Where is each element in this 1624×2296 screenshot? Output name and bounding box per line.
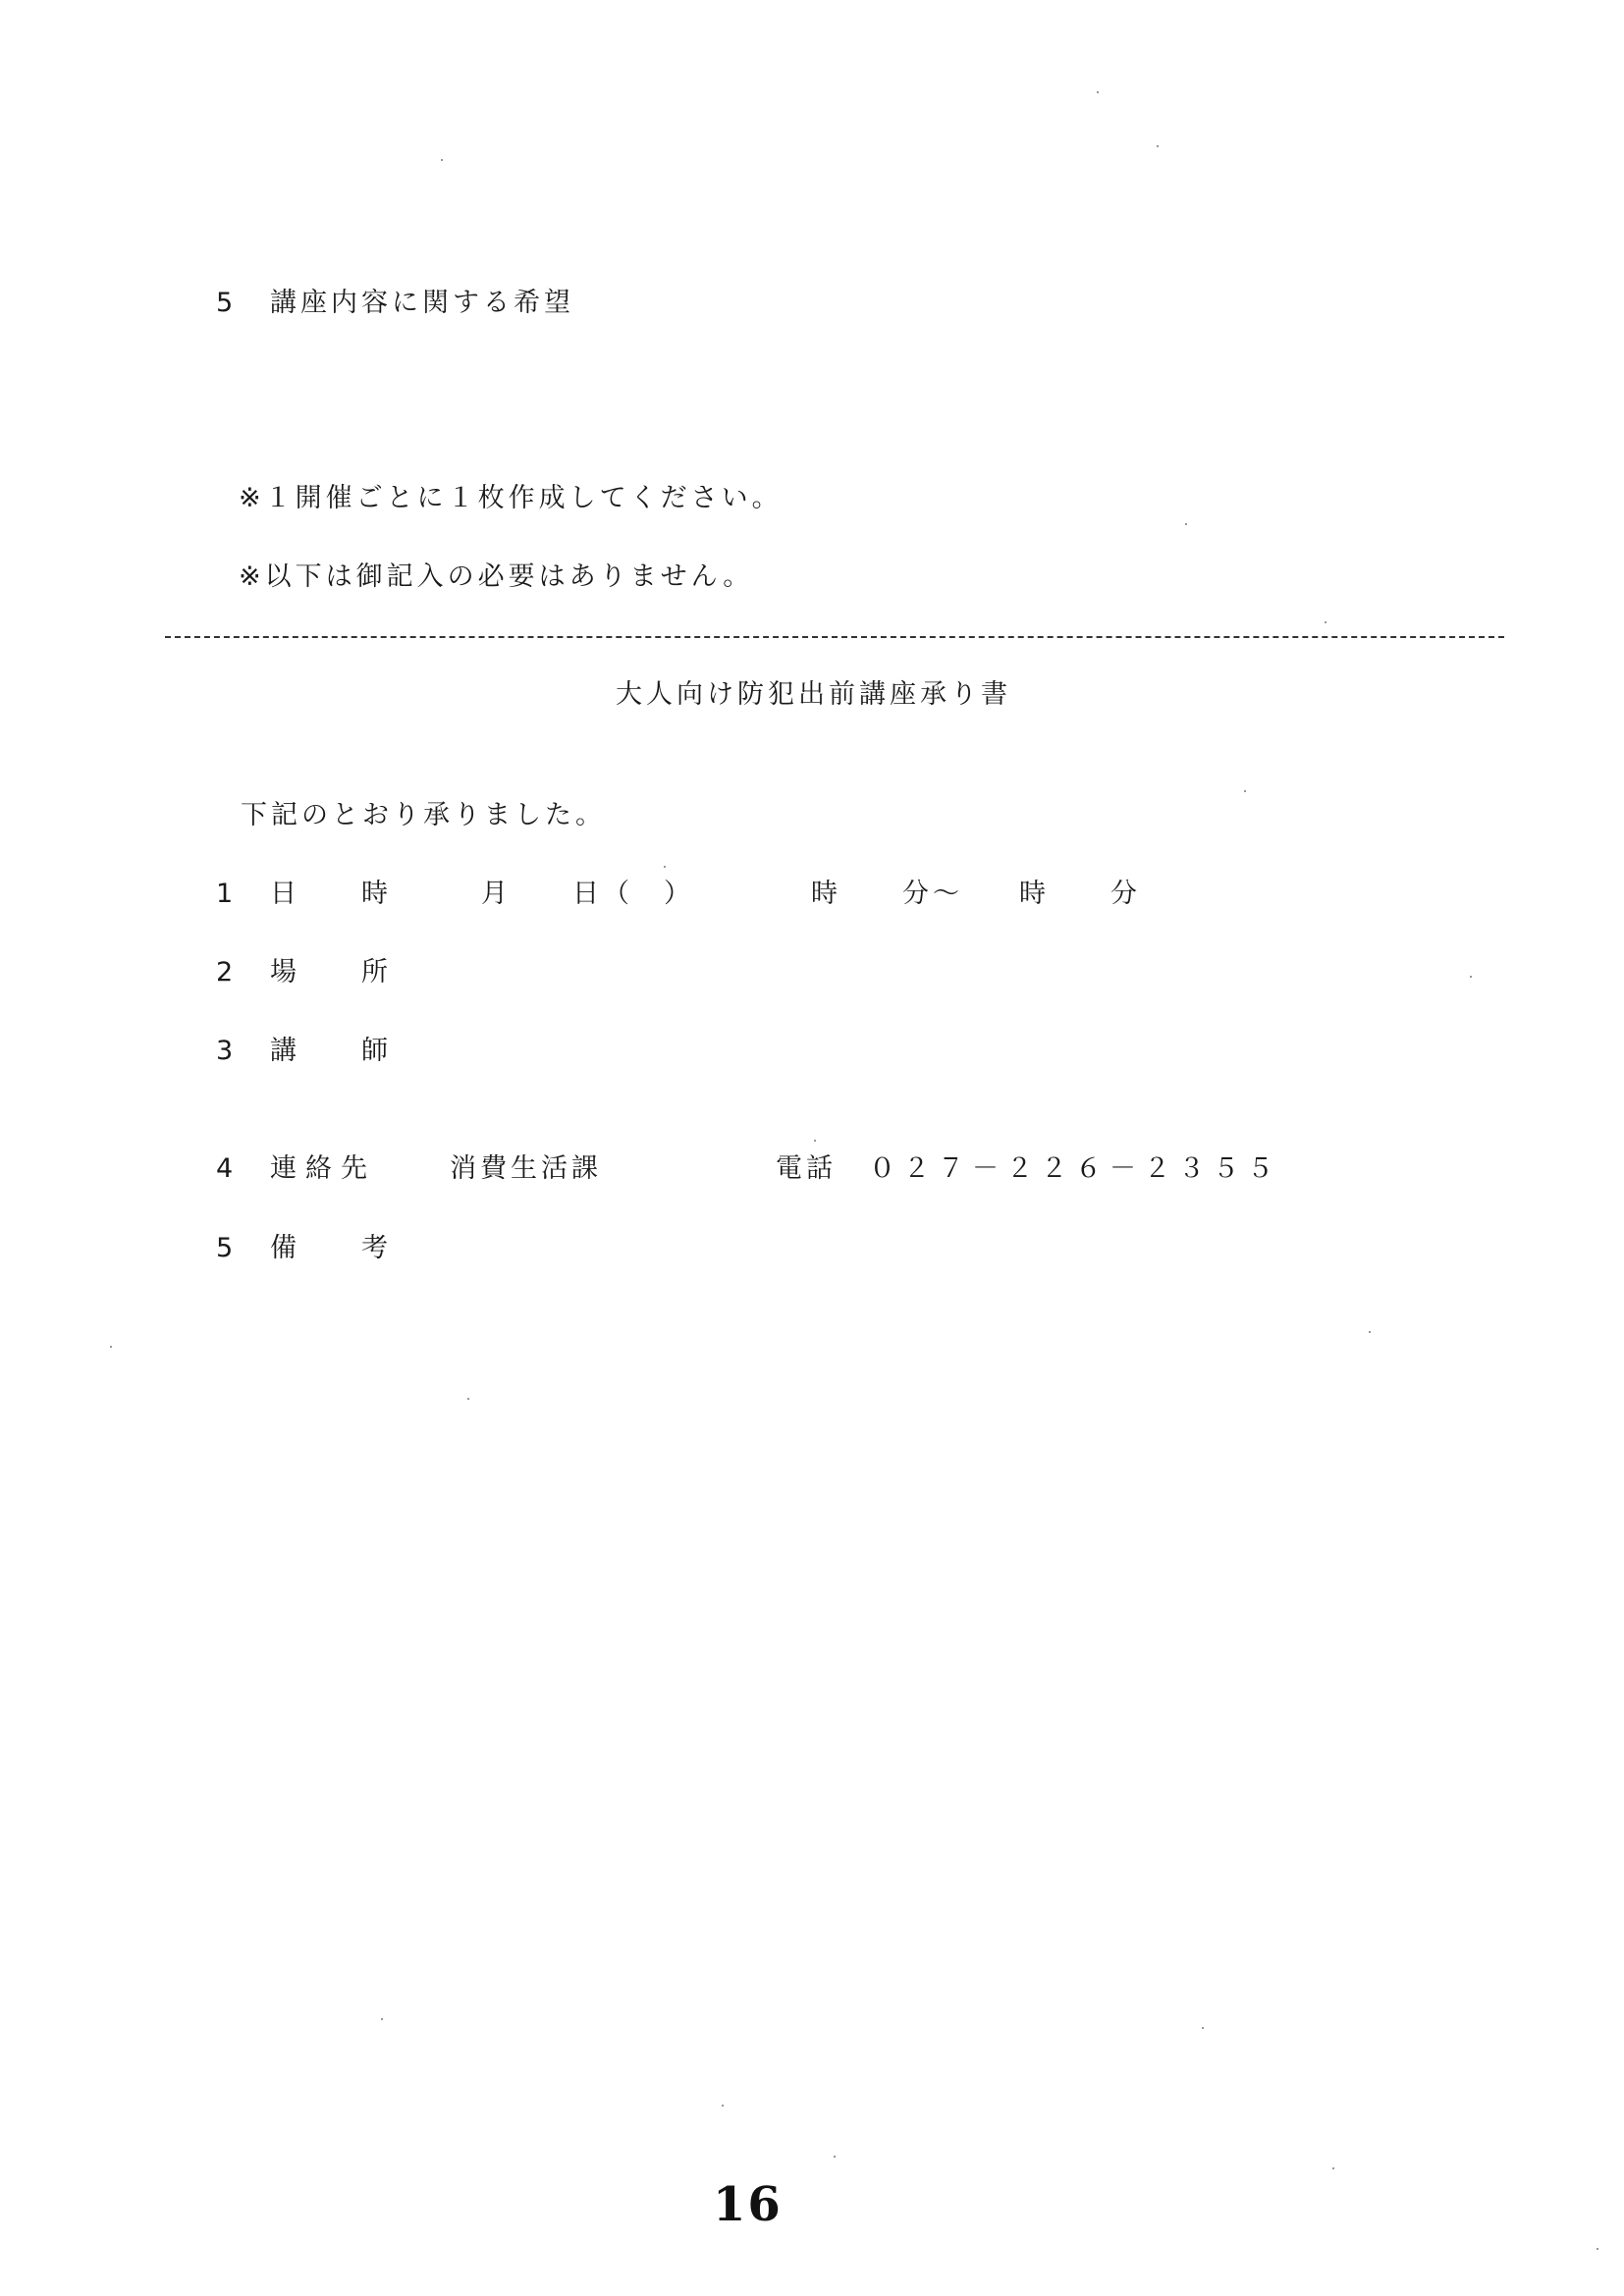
remarks-label: 備 考 [270, 1233, 392, 1263]
note-no-entry-needed: ※以下は御記入の必要はありません。 [239, 561, 754, 592]
datetime-month: 月 [481, 879, 512, 909]
cut-line-divider [165, 636, 1504, 638]
place-number: 2 [216, 957, 238, 988]
contact-department: 消費生活課 [450, 1153, 602, 1184]
contact-number: 4 [216, 1153, 238, 1184]
datetime-number: 1 [216, 879, 238, 909]
datetime-end: 時 分 [1019, 879, 1141, 909]
remarks-number: 5 [216, 1233, 238, 1263]
acceptance-intro: 下記のとおり承りました。 [241, 800, 606, 830]
contact-phone-number: ０２７－２２６－２３５５ [869, 1153, 1281, 1184]
page-number: 16 [713, 2177, 783, 2232]
item-5-number: 5 [216, 288, 238, 318]
acceptance-title: 大人向け防犯出前講座承り書 [616, 679, 1011, 710]
lecturer-number: 3 [216, 1036, 238, 1066]
place-label: 場 所 [270, 957, 392, 988]
contact-phone-label: 電話 [776, 1153, 837, 1184]
item-5-label: 講座内容に関する希望 [270, 288, 574, 318]
note-one-sheet-per-session: ※１開催ごとに１枚作成してください。 [239, 483, 783, 513]
datetime-day-weekday: 日（ ） [572, 879, 694, 909]
lecturer-label: 講 師 [270, 1036, 392, 1066]
datetime-start: 時 分～ [811, 879, 963, 909]
contact-label: 連絡先 [270, 1153, 376, 1184]
datetime-label: 日 時 [270, 879, 392, 909]
